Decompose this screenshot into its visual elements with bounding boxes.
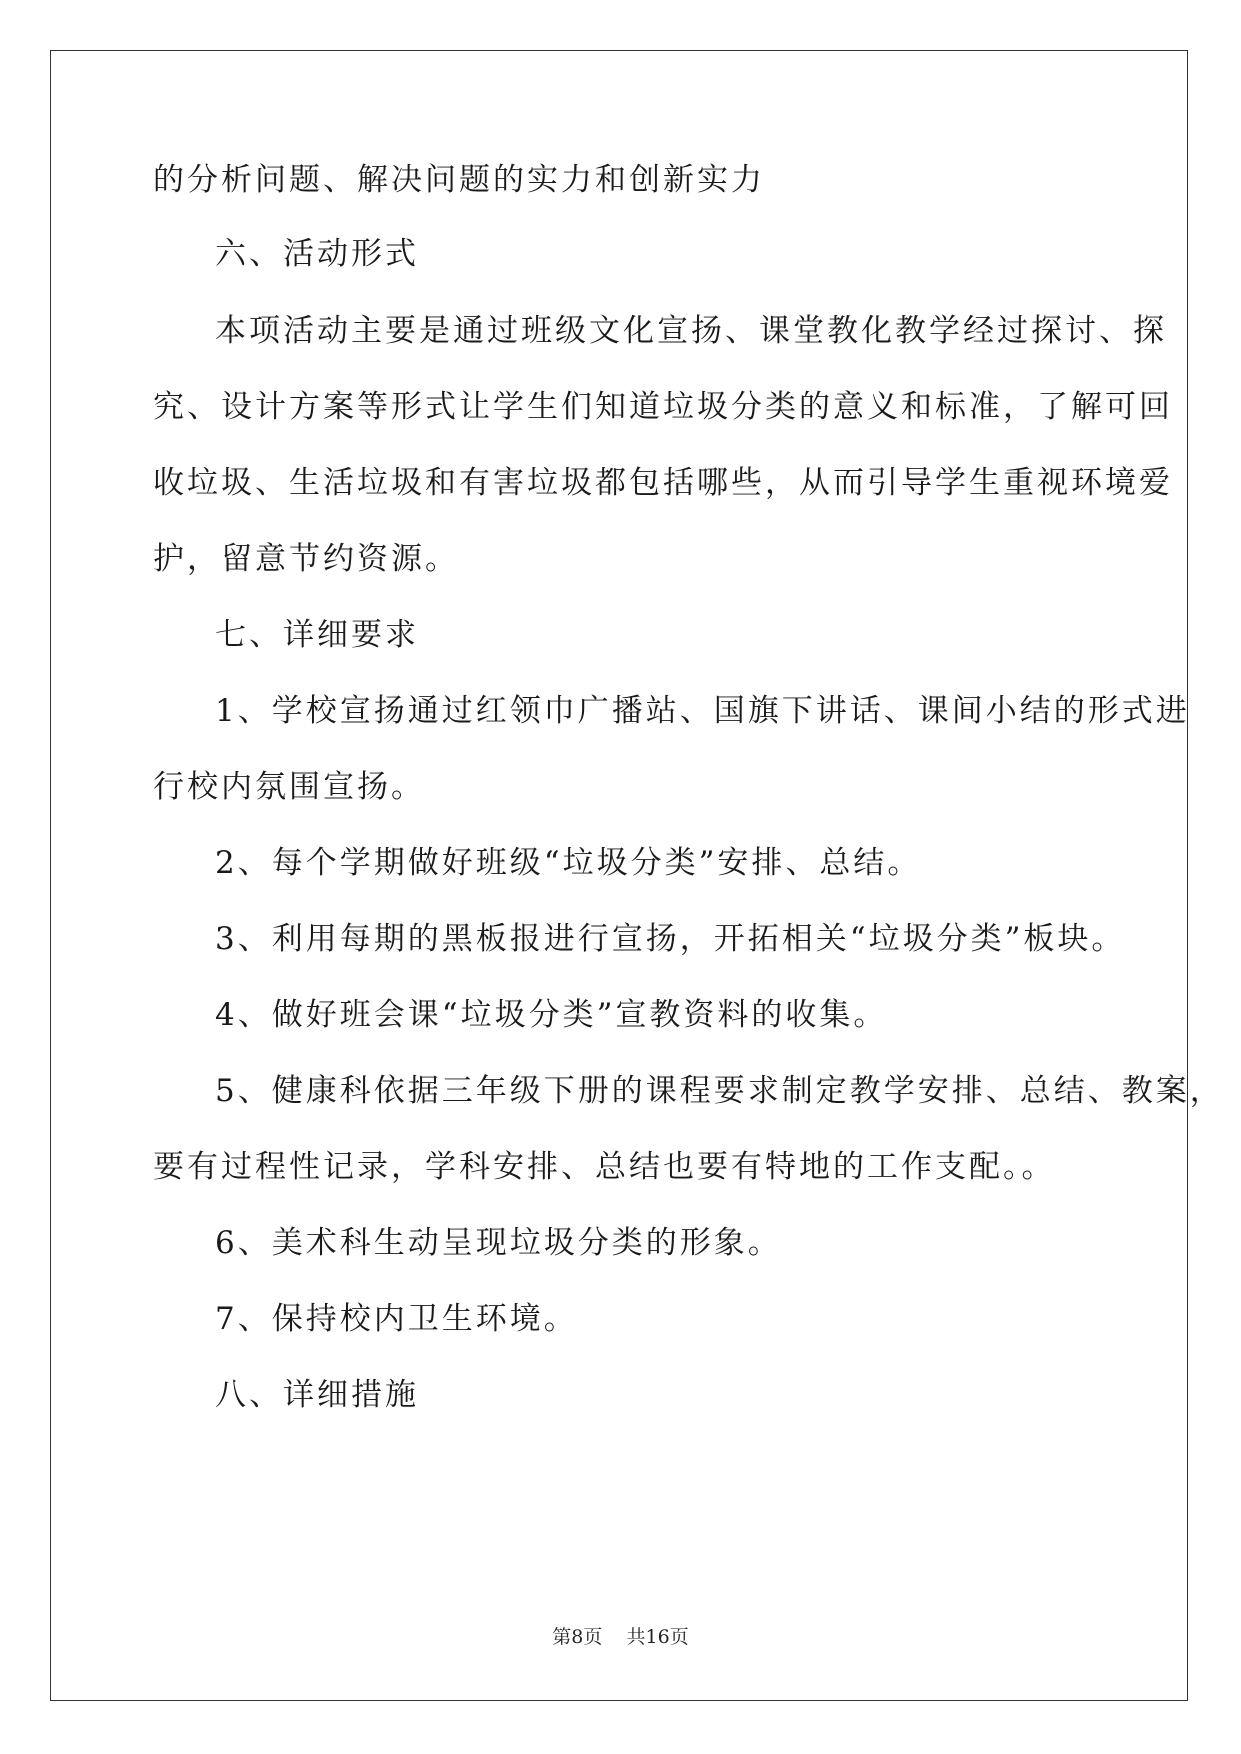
list-item: 4、做好班会课“垃圾分类”宣教资料的收集。	[215, 997, 888, 1033]
section-heading: 六、活动形式	[215, 236, 419, 272]
paragraph-line: 收垃圾、生活垃圾和有害垃圾都包括哪些，从而引导学生重视环境爱	[153, 465, 1173, 501]
page-footer	[0, 1625, 1241, 1649]
paragraph-line: 究、设计方案等形式让学生们知道垃圾分类的意义和标准，了解可回	[153, 389, 1173, 425]
paragraph-line: 行校内氛围宣扬。	[153, 769, 425, 805]
list-item: 7、保持校内卫生环境。	[215, 1301, 578, 1337]
list-item: 2、每个学期做好班级“垃圾分类”安排、总结。	[215, 845, 922, 881]
paragraph-line: 的分析问题、解决问题的实力和创新实力	[153, 162, 765, 198]
paragraph-line: 本项活动主要是通过班级文化宣扬、课堂教化教学经过探讨、探	[215, 313, 1167, 349]
page-total: 共16页	[626, 1626, 689, 1648]
list-item: 5、健康科依据三年级下册的课程要求制定教学安排、总结、教案，	[215, 1073, 1224, 1109]
section-heading: 七、详细要求	[215, 617, 419, 653]
page-number: 第8页	[552, 1626, 603, 1648]
list-item: 1、学校宣扬通过红领巾广播站、国旗下讲话、课间小结的形式进	[215, 693, 1190, 729]
list-item: 3、利用每期的黑板报进行宣扬，开拓相关“垃圾分类”板块。	[215, 921, 1126, 957]
section-heading: 八、详细措施	[215, 1377, 419, 1413]
list-item: 6、美术科生动呈现垃圾分类的形象。	[215, 1225, 782, 1261]
paragraph-line: 护，留意节约资源。	[153, 541, 459, 577]
paragraph-line: 要有过程性记录，学科安排、总结也要有特地的工作支配。。	[153, 1149, 1056, 1185]
